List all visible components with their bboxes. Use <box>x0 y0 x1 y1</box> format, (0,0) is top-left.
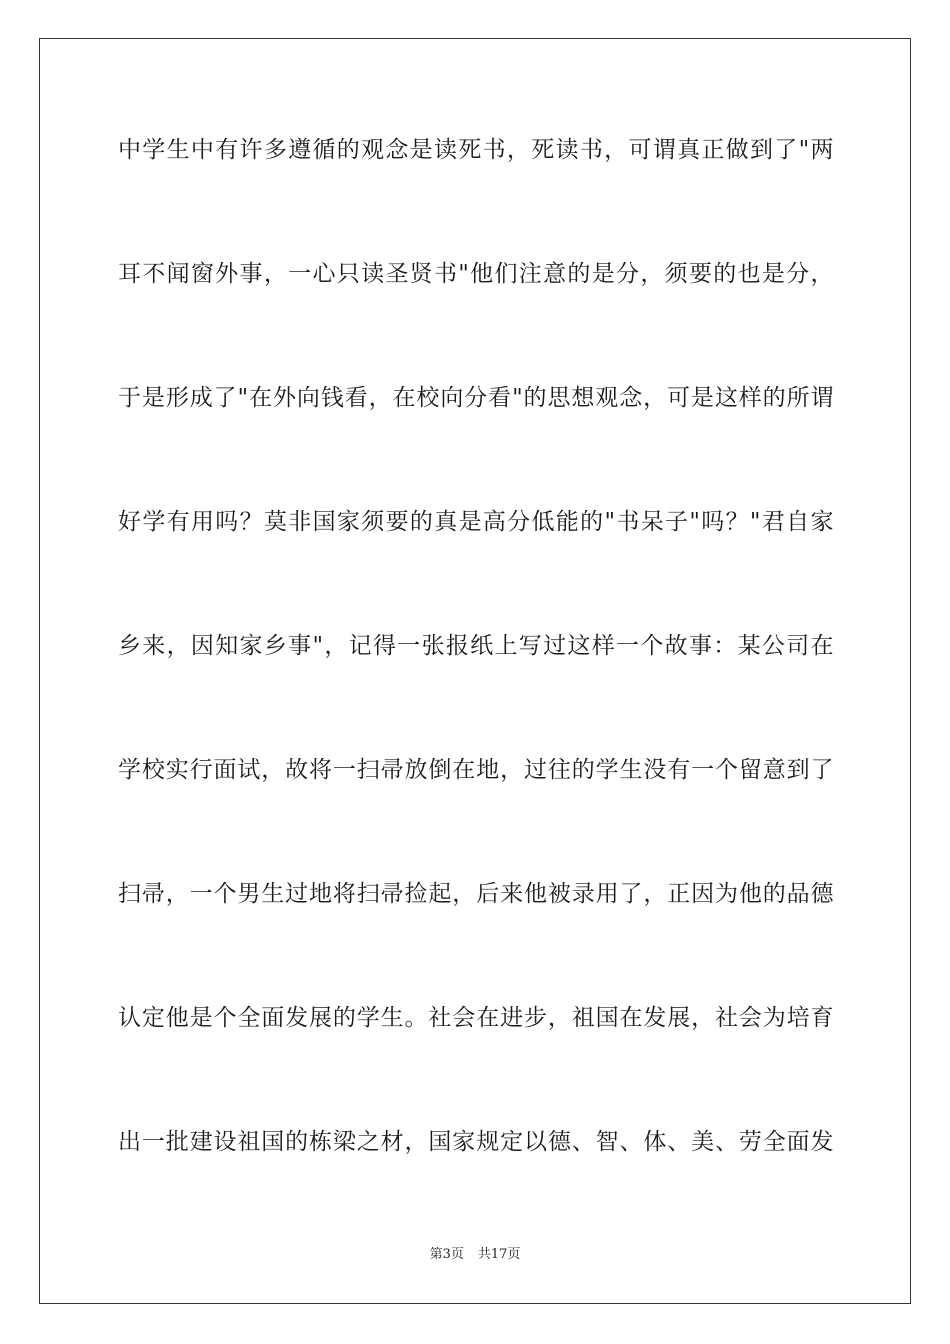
body-line-5: 乡来，因知家乡事"，记得一张报纸上写过这样一个故事：某公司在 <box>118 633 834 659</box>
page-number-total: 共17页 <box>477 1247 521 1262</box>
page-number-current: 第3页 <box>429 1247 464 1262</box>
page-footer <box>0 1246 950 1264</box>
body-line-7: 扫帚，一个男生过地将扫帚捡起，后来他被录用了，正因为他的品德 <box>118 881 834 907</box>
body-line-9: 出一批建设祖国的栋梁之材，国家规定以德、智、体、美、劳全面发 <box>118 1129 834 1155</box>
body-line-2: 耳不闻窗外事，一心只读圣贤书"他们注意的是分，须要的也是分， <box>118 261 834 287</box>
page-frame <box>39 38 911 1304</box>
body-line-4: 好学有用吗？莫非国家须要的真是高分低能的"书呆子"吗？"君自家 <box>118 509 834 535</box>
body-line-8: 认定他是个全面发展的学生。社会在进步，祖国在发展，社会为培育 <box>118 1005 834 1031</box>
body-line-3: 于是形成了"在外向钱看，在校向分看"的思想观念，可是这样的所谓 <box>118 385 834 411</box>
body-line-1: 中学生中有许多遵循的观念是读死书，死读书，可谓真正做到了"两 <box>118 137 834 163</box>
body-line-6: 学校实行面试，故将一扫帚放倒在地，过往的学生没有一个留意到了 <box>118 757 834 783</box>
